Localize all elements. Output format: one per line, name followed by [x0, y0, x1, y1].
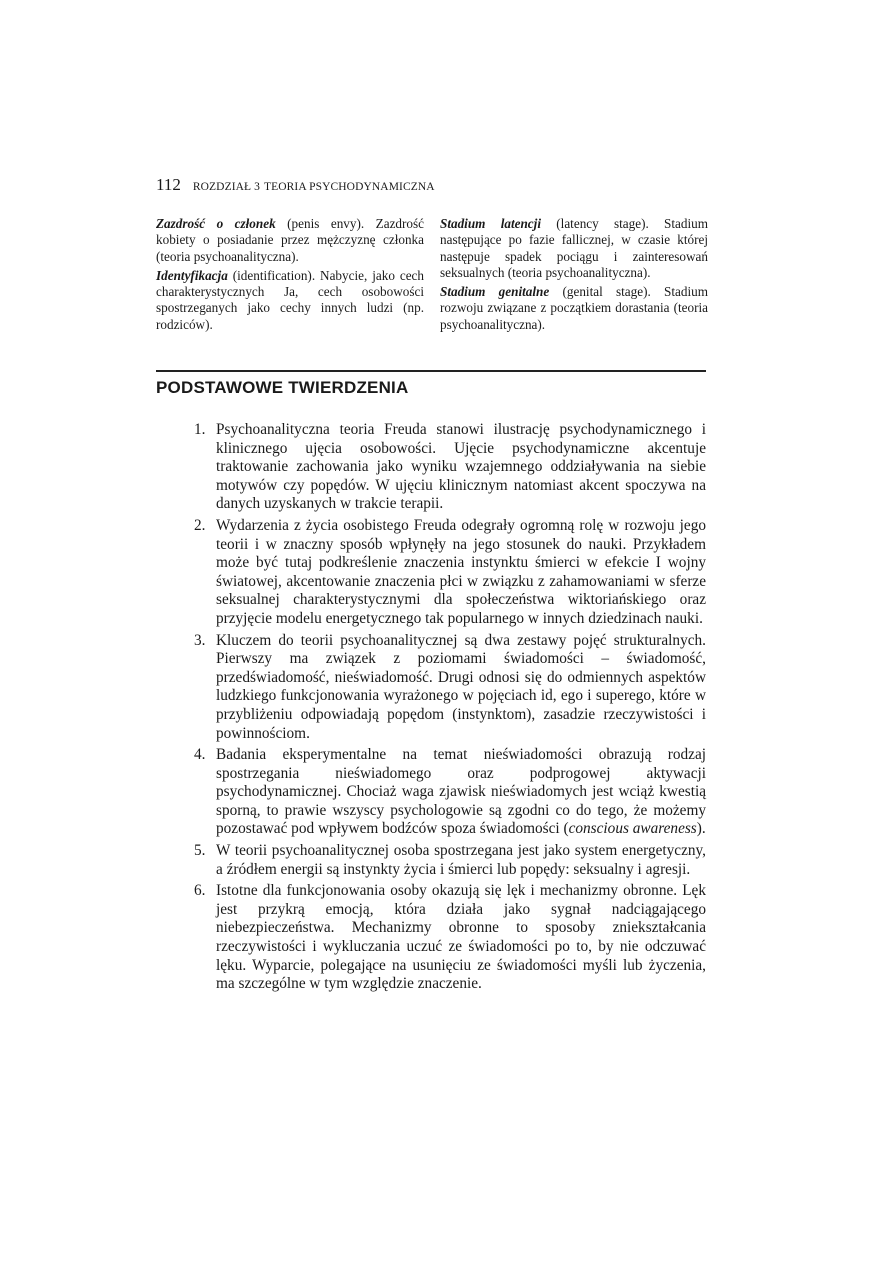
glossary-definition: (penis envy). Zazdrość kobiety o posiadanie przez mężczyznę członka (teoria psychoanalityczna).: [156, 216, 424, 264]
thesis-text: Kluczem do teorii psychoanalitycznej są dwa zestawy pojęć strukturalnych. Pierwszy ma związek z poziomami świadomości – świadomość, przedświadomość, nieświadomość. Drugi odnosi się do odmiennych aspektów ludzkiego funkcjonowania wyrażonego w pojęciach id, ego i superego, które w przybliżeniu odpowiadają popędom (instynktom), zasadzie rzeczywistości i powinnościom.: [216, 631, 706, 742]
thesis-number: 6.: [194, 882, 206, 900]
glossary-entry: [156, 216, 424, 265]
glossary-column-left: [156, 216, 424, 336]
thesis-item: [194, 517, 706, 629]
glossary-definition: (genital stage). Stadium rozwoju związane z początkiem dorastania (teoria psychoanalityczna).: [440, 284, 708, 332]
glossary-entry: [440, 284, 708, 333]
glossary-entry: [156, 268, 424, 333]
glossary-column-right: [440, 216, 708, 336]
running-header: [156, 175, 716, 197]
thesis-number: 5.: [194, 842, 206, 860]
thesis-text: Wydarzenia z życia osobistego Freuda odegrały ogromną rolę w rozwoju jego teorii i w znaczny sposób wpłynęły na jego stosunek do nauki. Przykładem może być tutaj podkreślenie znaczenia instynktu śmierci w efekcie I wojny światowej, akcentowanie znaczenia płci w związku z zahamowaniami w sferze seksualnej charakterystycznymi dla społeczeństwa wiktoriańskiego oraz przyjęcie modelu energetycznego tak popularnego w innych dziedzinach nauki.: [216, 516, 706, 627]
glossary-term: Stadium latencji: [440, 216, 541, 231]
theses-list: [194, 421, 706, 997]
glossary-entry: [440, 216, 708, 281]
page-number: 112: [156, 175, 181, 194]
thesis-text: Istotne dla funkcjonowania osoby okazują się lęk i mechanizmy obronne. Lęk jest przykrą emocją, która działa jako sygnał nadciągającego niebezpieczeństwa. Mechanizmy obronne to sposoby zniekształcania rzeczywistości i wykluczania uczuć ze świadomości po to, by nie odczuwać lęku. Wyparcie, polegające na usunięciu ze świadomości myśli lub życzenia, ma szczególne w tym względzie znaczenie.: [216, 882, 706, 993]
thesis-number: 2.: [194, 516, 206, 534]
thesis-item: [194, 746, 706, 839]
thesis-text-after: ).: [696, 820, 706, 838]
glossary-term: Zazdrość o członek: [156, 216, 276, 231]
thesis-item: [194, 882, 706, 994]
thesis-text: Psychoanalityczna teoria Freuda stanowi ilustrację psychodynamicznego i klinicznego ujęcia osobowości. Ujęcie psychodynamiczne akcentuje traktowanie zachowania jako wyniku wzajemnego oddziaływania na siebie motywów czy popędów. W ujęciu klinicznym natomiast akcent spoczywa na danych uzyskanych w trakcie terapii.: [216, 421, 706, 513]
glossary-term: Stadium genitalne: [440, 284, 550, 300]
thesis-emphasis: conscious awareness: [568, 820, 697, 838]
glossary-term: Identyfikacja: [156, 267, 228, 283]
thesis-text: W teorii psychoanalitycznej osoba spostrzegana jest jako system energetyczny, a źródłem energii są instynkty życia i śmierci lub popędy: seksualny i agresji.: [216, 842, 706, 878]
section-divider: [156, 370, 706, 372]
thesis-number: 1.: [194, 421, 206, 438]
thesis-item: [194, 842, 706, 879]
chapter-label: ROZDZIAŁ 3: [192, 181, 260, 193]
glossary-definition: (identification). Nabycie, jako cech charakterystycznych Ja, cech osobowości spostrzeganych jako cechy innych ludzi (np. rodziców).: [156, 267, 424, 332]
chapter-title: TEORIA PSYCHODYNAMICZNA: [264, 181, 435, 193]
thesis-text: Badania eksperymentalne na temat nieświadomości obrazują rodzaj spostrzegania nieświadomego oraz podprogowej aktywacji psychodynamicznej. Chociaż waga zjawisk nieświadomych jest wciąż kwestią sporną, to prawie wszyscy psychologowie są zgodni co do tego, że możemy pozostawać pod wpływem bodźców spoza świadomości (: [216, 746, 706, 838]
thesis-item: [194, 632, 706, 744]
thesis-number: 4.: [194, 746, 206, 764]
thesis-number: 3.: [194, 631, 206, 649]
glossary-definition: (latency stage). Stadium następujące po fazie fallicznej, w czasie której następuje spadek pociągu i zainteresowań seksualnych (teoria psychoanalityczna).: [440, 216, 708, 280]
section-heading: PODSTAWOWE TWIERDZENIA: [156, 378, 409, 397]
thesis-item: [194, 421, 706, 514]
